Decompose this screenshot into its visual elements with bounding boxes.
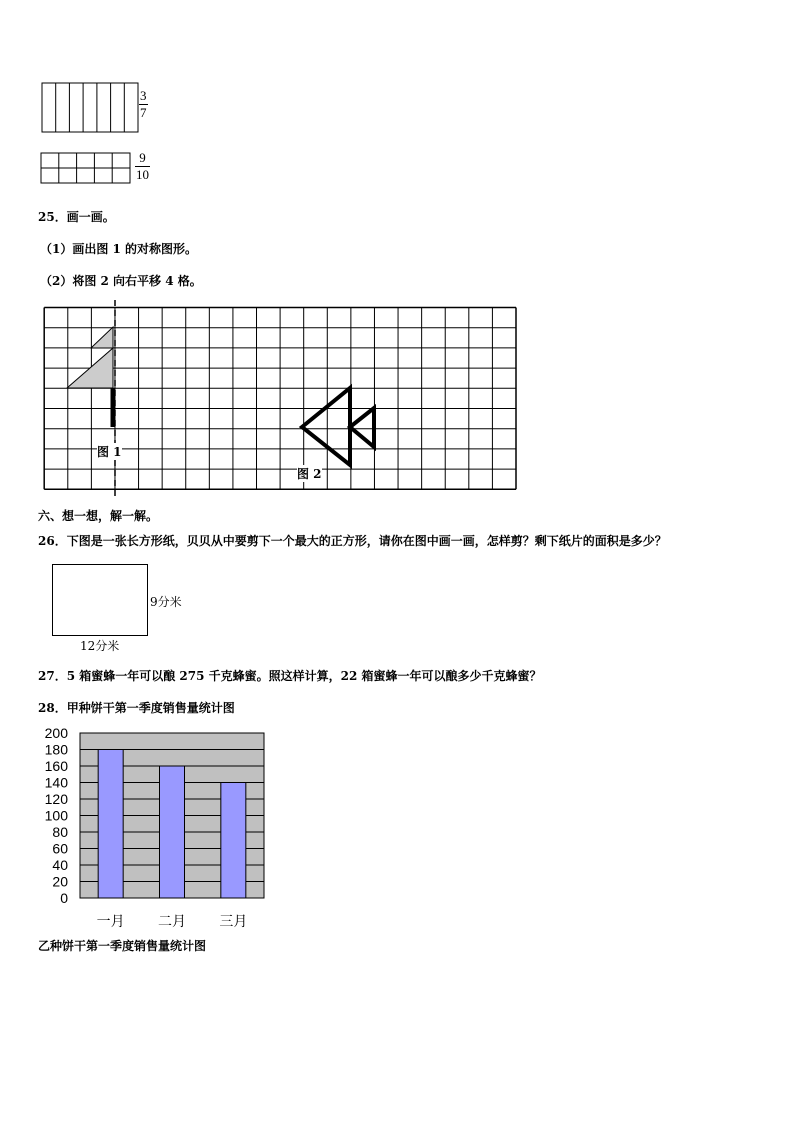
fraction-numerator: 3 bbox=[140, 88, 147, 103]
y-tick-label: 200 bbox=[44, 725, 68, 741]
next-chart-caption: 乙种饼干第一季度销售量统计图 bbox=[38, 939, 207, 953]
y-tick-label: 40 bbox=[52, 857, 68, 873]
x-tick-label: 一月 bbox=[96, 913, 125, 929]
fraction-grid-sevenths bbox=[40, 82, 140, 134]
figure-1-label: 图 1 bbox=[97, 445, 122, 459]
y-tick-label: 140 bbox=[44, 774, 68, 791]
y-tick-label: 120 bbox=[44, 791, 68, 807]
question-25-part2: （2）将图 2 向右平移 4 格。 bbox=[40, 274, 202, 288]
section-6-title: 六、想一想，解一解。 bbox=[38, 509, 159, 523]
fraction-denominator: 7 bbox=[140, 105, 147, 120]
figure-1-triangle-small bbox=[91, 327, 113, 348]
question-28-title: 28．甲种饼干第一季度销售量统计图 bbox=[38, 701, 235, 715]
y-tick-label: 0 bbox=[60, 890, 68, 906]
drawing-grid bbox=[40, 300, 520, 500]
figure-2-large-triangle bbox=[302, 388, 350, 465]
x-tick-label: 二月 bbox=[158, 913, 186, 929]
figure-2-label: 图 2 bbox=[297, 467, 322, 481]
y-tick-label: 180 bbox=[44, 741, 68, 758]
bar bbox=[98, 750, 123, 899]
question-25-title: 25．画一画。 bbox=[38, 210, 115, 224]
question-25-part1: （1）画出图 1 的对称图形。 bbox=[40, 242, 198, 256]
question-26-text: 26．下图是一张长方形纸，贝贝从中要剪下一个最大的正方形，请你在图中画一画，怎样剪？剩下纸片的面积是多少？ bbox=[38, 534, 667, 548]
bar bbox=[221, 783, 246, 899]
figure-2-small-triangle bbox=[350, 408, 374, 447]
fraction-numerator: 9 bbox=[139, 150, 146, 165]
fraction-three-sevenths bbox=[139, 88, 148, 121]
y-tick-label: 60 bbox=[52, 840, 68, 857]
y-tick-label: 160 bbox=[44, 758, 68, 774]
y-tick-label: 80 bbox=[52, 824, 68, 840]
fraction-denominator: 10 bbox=[136, 167, 149, 182]
fraction-grid-tenths bbox=[40, 152, 132, 184]
y-tick-label: 20 bbox=[52, 873, 68, 890]
y-tick-label: 100 bbox=[44, 807, 68, 824]
paper-rectangle bbox=[52, 564, 148, 636]
bar bbox=[160, 766, 185, 898]
bar-chart bbox=[38, 724, 278, 936]
question-27-text: 27．5 箱蜜蜂一年可以酿 275 千克蜂蜜。照这样计算，22 箱蜜蜂一年可以酿多少千克蜂蜜？ bbox=[38, 669, 542, 683]
fraction-nine-tenths bbox=[135, 150, 150, 183]
height-label: 9分米 bbox=[150, 595, 182, 609]
x-tick-label: 三月 bbox=[219, 913, 248, 929]
width-label: 12分米 bbox=[80, 639, 120, 653]
